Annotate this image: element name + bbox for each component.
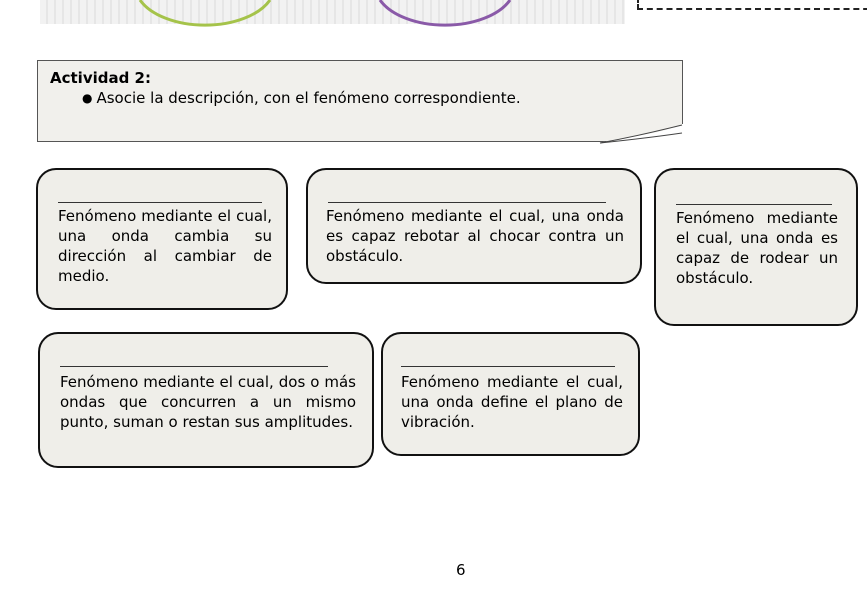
answer-line[interactable] — [58, 202, 262, 203]
page-curl-icon — [598, 124, 684, 144]
instruction-text: Asocie la descripción, con el fenómeno correspondiente. — [96, 89, 521, 107]
dashed-box-remnant — [637, 0, 867, 10]
purple-circle-arc — [380, 0, 510, 25]
card-description: Fenómeno mediante el cual, una onda cambia su dirección al cambiar de medio. — [58, 207, 272, 285]
bullet-icon: ● — [82, 91, 93, 105]
phenomenon-card-5 — [381, 332, 640, 456]
answer-line[interactable] — [328, 202, 606, 203]
activity-instruction — [82, 89, 521, 107]
card-description: Fenómeno mediante el cual, una onda es capaz rebotar al chocar contra un obstáculo. — [326, 207, 624, 265]
phenomenon-card-2 — [306, 168, 642, 284]
phenomenon-card-3 — [654, 168, 858, 326]
green-circle-arc — [140, 0, 270, 25]
answer-line[interactable] — [60, 366, 328, 367]
phenomenon-card-4 — [38, 332, 374, 468]
answer-line[interactable] — [401, 366, 615, 367]
phenomenon-card-1 — [36, 168, 288, 310]
answer-line[interactable] — [676, 204, 832, 205]
page-number: 6 — [456, 561, 466, 579]
card-description: Fenómeno mediante el cual, dos o más ondas que concurren a un mismo punto, suman o restan sus amplitudes. — [60, 373, 356, 431]
activity-box — [37, 60, 683, 142]
card-description: Fenómeno mediante el cual, una onda es capaz de rodear un obstáculo. — [676, 209, 838, 287]
activity-title: Actividad 2: — [50, 69, 151, 87]
card-description: Fenómeno mediante el cual, una onda define el plano de vibración. — [401, 373, 623, 431]
